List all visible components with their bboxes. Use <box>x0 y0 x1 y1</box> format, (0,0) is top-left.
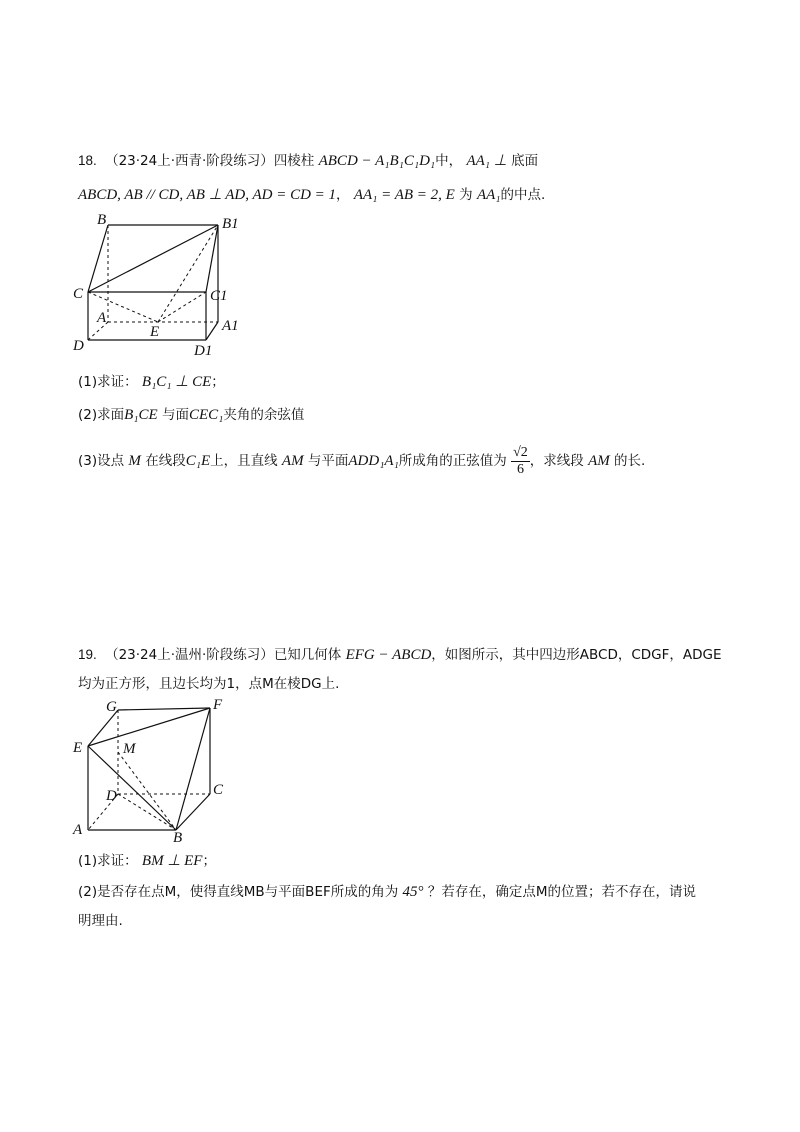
q18-p1-end: ； <box>211 374 225 390</box>
q18-conditions: ABCD, AB // CD, AB ⊥ AD, AD = CD = 1 <box>78 187 337 203</box>
q19-p2-text2: ？若存在，确定点M的位置；若不存在，请说 <box>427 884 696 900</box>
q18-p3-am: AM <box>281 453 304 469</box>
q18-p3-text2: 上，且直线 <box>210 453 278 469</box>
q18-p3-m: M <box>128 453 141 469</box>
q18-p3-text3: 与平面 <box>307 453 349 469</box>
q18-text: 的中点. <box>500 187 546 203</box>
q19-p2-line2: 明理由. <box>78 913 123 929</box>
q18-label-C: C <box>73 286 84 302</box>
q19-p1-label: (1)求证： <box>78 853 138 869</box>
q18-part1 <box>78 373 225 391</box>
q19-text2: ，如图所示，其中四边形ABCD，CDGF，ADGE <box>431 647 722 663</box>
q18-source: （23·24上·西青·阶段练习） <box>105 153 274 169</box>
q18-figure <box>70 210 240 360</box>
q19-label-M: M <box>123 741 136 757</box>
q18-number: 18. <box>78 153 97 168</box>
q18-p3-text4: 所成角的正弦值为 <box>398 453 507 469</box>
q19-p1-math: BM ⊥ EF <box>141 853 203 869</box>
q18-label-A1: A1 <box>222 318 239 334</box>
q19-label-F: F <box>213 697 223 713</box>
q18-line2 <box>78 186 545 204</box>
q18-sep: ， <box>336 187 350 203</box>
q19-line1 <box>78 646 722 664</box>
q19-label-E: E <box>73 740 83 756</box>
q18-line1 <box>78 152 538 170</box>
q18-p2-end: 夹角的余弦值 <box>223 407 305 423</box>
q18-p1-math: B₁C₁ ⊥ CE <box>141 374 212 390</box>
q18-p1-label: (1)求证： <box>78 374 138 390</box>
q19-solid-name: EFG − ABCD <box>345 647 432 663</box>
q19-label-D: D <box>106 788 117 804</box>
q19-source: （23·24上·温州·阶段练习） <box>105 647 274 663</box>
q18-p3-frac-num: √2 <box>513 444 528 460</box>
q18-perp: AA₁ ⊥ <box>466 153 507 169</box>
q18-label-E: E <box>150 324 160 340</box>
q18-text: 底面 <box>511 153 539 169</box>
q19-line2 <box>78 675 339 693</box>
q18-label-D: D <box>73 338 84 354</box>
q18-p3-text5: ，求线段 <box>529 453 584 469</box>
q18-p2-math2: CEC₁ <box>188 407 224 423</box>
q19-part1 <box>78 852 216 870</box>
q19-label-B: B <box>173 830 183 846</box>
q18-text: 中， <box>435 153 463 169</box>
q18-label-B: B <box>97 212 107 228</box>
q19-p1-end: ； <box>202 853 216 869</box>
q19-part2 <box>78 883 696 901</box>
q18-part3 <box>78 444 645 478</box>
q18-p3-am2: AM <box>588 453 610 469</box>
q18-p3-frac-den: 6 <box>516 461 524 477</box>
q19-figure <box>70 696 240 846</box>
q18-p3-c1e: C₁E <box>185 453 211 469</box>
q19-text: 已知几何体 <box>273 647 342 663</box>
q18-aa1: AA₁ <box>476 187 501 203</box>
q18-text: 为 <box>459 187 473 203</box>
q18-text: 四棱柱 <box>273 153 315 169</box>
q18-p3-text1: 在线段 <box>145 453 186 469</box>
q19-label-G: G <box>106 699 117 715</box>
q18-p2-text: 与面 <box>161 407 189 423</box>
q18-p3-plane: ADD₁A₁ <box>348 453 399 469</box>
q18-conditions2: AA₁ = AB = 2, E <box>353 187 455 203</box>
q18-prism-name: ABCD − A₁B₁C₁D₁ <box>318 153 436 169</box>
q19-p2-text1: (2)是否存在点M，使得直线MB与平面BEF所成的角为 <box>78 884 399 900</box>
q19-label-A: A <box>73 822 83 838</box>
q18-p2-math1: B₁CE <box>124 407 158 423</box>
q18-part2 <box>78 406 304 424</box>
q18-label-C1: C1 <box>210 288 228 304</box>
q18-p3-label: (3)设点 <box>78 453 125 469</box>
q19-part2-line2 <box>78 912 123 930</box>
q18-label-D1: D1 <box>194 343 213 359</box>
q19-label-C: C <box>213 782 224 798</box>
q19-p2-angle: 45° <box>402 884 424 900</box>
q18-p3-fraction <box>511 445 530 478</box>
q19-number: 19. <box>78 647 97 662</box>
q18-p3-text6: 的长. <box>614 453 646 469</box>
q18-p2-label: (2)求面 <box>78 407 125 423</box>
q18-label-B1: B1 <box>222 216 239 232</box>
q18-label-A: A <box>97 310 107 326</box>
q19-line2-text: 均为正方形，且边长均为1，点M在棱DG上. <box>78 676 340 692</box>
